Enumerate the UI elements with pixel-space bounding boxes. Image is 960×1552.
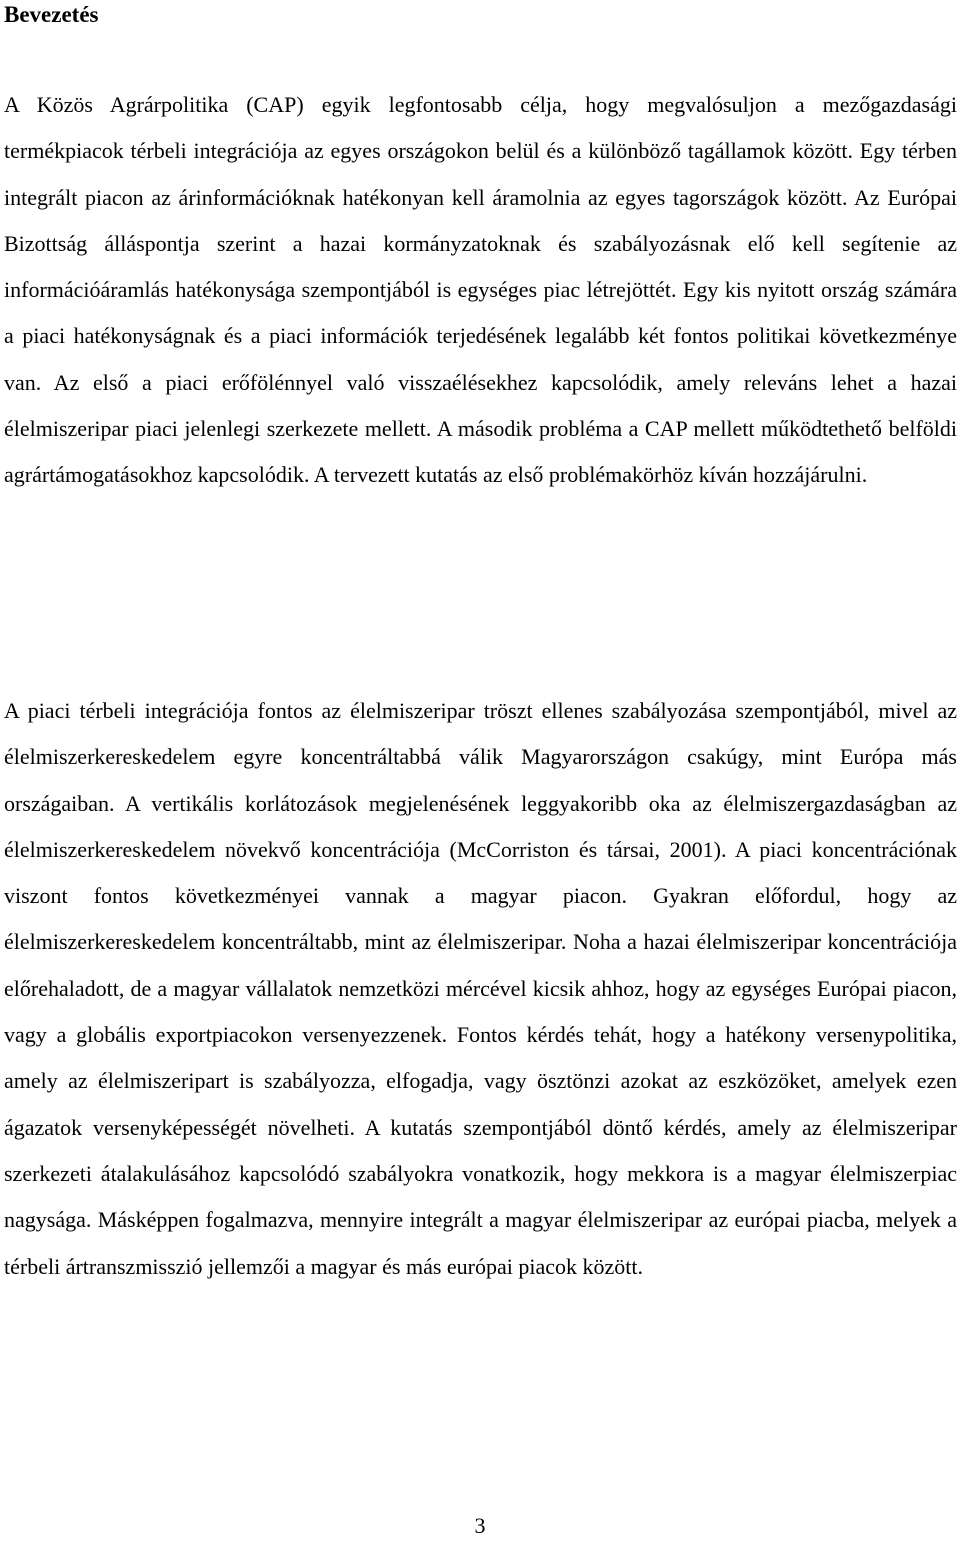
section-heading: Bevezetés xyxy=(4,2,99,27)
page-number: 3 xyxy=(474,1513,486,1538)
paragraph-1: A Közös Agrárpolitika (CAP) egyik legfontosabb célja, hogy megvalósuljon a mezőgazdasági termékpiacok térbeli integrációja az egyes országokon belül és a különböző tagállamok között. Egy térben integrált piacon az árinformációknak hatékonyan kell áramolnia az egyes tagországok között. Az Európai Bizottság álláspontja szerint a hazai kormányzatoknak és szabályozásnak elő kell segítenie az információáramlás hatékonysága szempontjából is egységes piac létrejöttét. Egy kis nyitott ország számára a piaci hatékonyságnak és a piaci információk terjedésének legalább két fontos politikai következménye van. Az első a piaci erőfölénnyel való visszaélésekhez kapcsolódik, amely releváns lehet a hazai élelmiszeripar piaci jelenlegi szerkezete mellett. A második probléma a CAP mellett működtethető belföldi agrártámogatásokhoz kapcsolódik. A tervezett kutatás az első problémakörhöz kíván hozzájárulni. xyxy=(4,92,957,488)
paragraph-2: A piaci térbeli integrációja fontos az élelmiszeripar tröszt ellenes szabályozása szempontjából, mivel az élelmiszerkereskedelem egyre koncentráltabbá válik Magyarországon csakúgy, mint Európa más országaiban. A vertikális korlátozások megjelenésének leggyakoribb oka az élelmiszergazdaságban az élelmiszerkereskedelem növekvő koncentrációja (McCorriston és társai, 2001). A piaci koncentrációnak viszont fontos következményei vannak a magyar piacon. Gyakran előfordul, hogy az élelmiszerkereskedelem koncentráltabb, mint az élelmiszeripar. Noha a hazai élelmiszeripar koncentrációja előrehaladott, de a magyar vállalatok nemzetközi mércével kicsik ahhoz, hogy az egységes Európai piacon, vagy a globális exportpiacokon versenyezzenek. Fontos kérdés tehát, hogy a hatékony versenypolitika, amely az élelmiszeripart is szabályozza, elfogadja, vagy ösztönzi azokat az eszközöket, amelyek ezen ágazatok versenyképességét növelheti. A kutatás szempontjából döntő kérdés, amely az élelmiszeripar szerkezeti átalakulásához kapcsolódó szabályokra vonatkozik, hogy mekkora is a magyar élelmiszerpiac nagysága. Másképpen fogalmazva, mennyire integrált a magyar élelmiszeripar az európai piacba, melyek a térbeli ártranszmisszió jellemzői a magyar és más európai piacok között. xyxy=(4,698,957,1279)
